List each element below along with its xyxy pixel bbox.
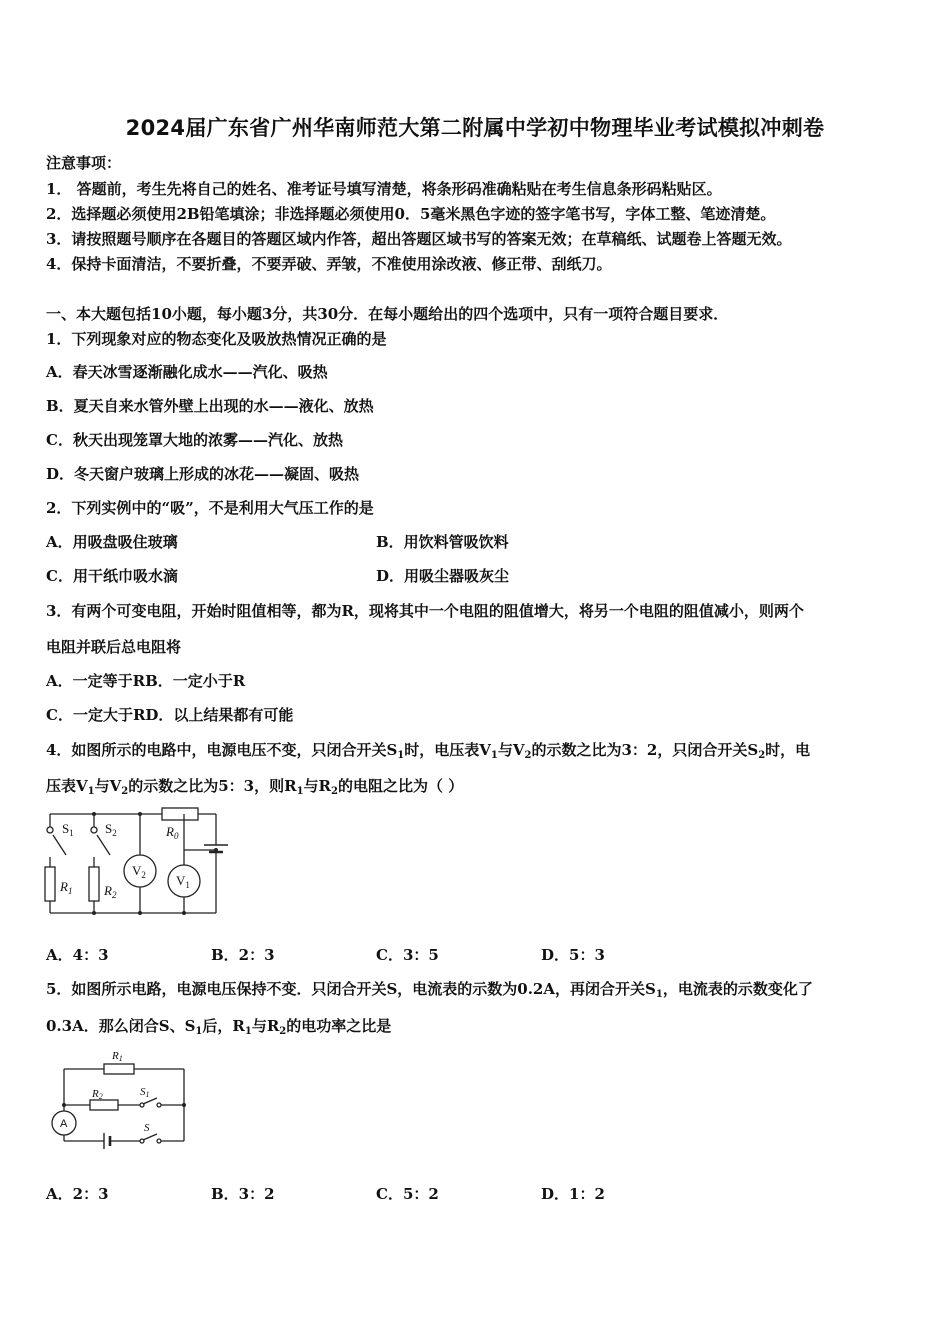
q5-r1-label: R1: [112, 1050, 123, 1063]
q2-option-c: C．用干纸巾吸水滴: [46, 567, 178, 585]
s1-label: $S_1$: [62, 821, 74, 838]
q2-option-b: B．用饮料管吸饮料: [376, 533, 509, 551]
q5-ammeter-label: A: [60, 1118, 68, 1130]
q5-s1-label: S1: [140, 1086, 150, 1099]
q5-s-label: S: [144, 1122, 150, 1134]
q1-option-b: B．夏天自来水管外壁上出现的水——液化、放热: [46, 397, 374, 415]
notice-item-2: 2．选择题必须使用2B铅笔填涂；非选择题必须使用0．5毫米黑色字迹的签字笔书写，字体工整、笔迹清楚。: [46, 205, 776, 223]
q4-option-b: B．2：3: [211, 946, 275, 964]
r0-resistor: [162, 808, 198, 820]
question-3-stem-line1: 3．有两个可变电阻，开始时阻值相等，都为R，现将其中一个电阻的阻值增大，将另一个电阻的阻值减小，则两个: [46, 602, 804, 620]
s2-label: $S_2$: [105, 821, 117, 838]
q3-option-ab: A．一定等于RB．一定小于R: [46, 672, 246, 690]
v1-label: $V_1$: [176, 873, 190, 890]
q5-r2-resistor: [90, 1100, 118, 1110]
q1-option-c: C．秋天出现笼罩大地的浓雾——汽化、放热: [46, 431, 343, 449]
section-heading: 一、本大题包括10小题，每小题3分，共30分．在每小题给出的四个选项中，只有一项符合题目要求．: [46, 305, 729, 323]
q4-option-c: C．3：5: [376, 946, 439, 964]
notice-item-1: 1． 答题前，考生先将自己的姓名、准考证号填写清楚，将条形码准确粘贴在考生信息条形码粘贴区。: [46, 180, 722, 198]
r0-label: $R_0$: [166, 824, 179, 841]
s1-switch-contact: [47, 827, 53, 833]
q5-option-d: D．1：2: [541, 1185, 605, 1203]
question-4-stem-line1: 4．如图所示的电路中，电源电压不变，只闭合开关$S_1$时，电压表$V_1$与$V_2$的示数之比为3：2，只闭合开关$S_2$时，电: [46, 741, 811, 761]
q1-option-a: A．春天冰雪逐渐融化成水——汽化、吸热: [46, 363, 328, 381]
notice-item-3: 3．请按照题号顺序在各题目的答题区域内作答，超出答题区域书写的答案无效；在草稿纸、试题卷上答题无效。: [46, 230, 792, 248]
q5-option-a: A．2：3: [46, 1185, 109, 1203]
notice-heading: 注意事项：: [46, 154, 122, 172]
s2-switch-contact: [91, 827, 97, 833]
question-5-stem-line1: 5．如图所示电路，电源电压保持不变．只闭合开关S，电流表的示数为0.2A，再闭合开关$S_1$，电流表的示数变化了: [46, 980, 813, 1000]
q2-option-a: A．用吸盘吸住玻璃: [46, 533, 178, 551]
question-3-stem-line2: 电阻并联后总电阻将: [46, 638, 182, 656]
question-5-stem-line2: 0.3A．那么闭合S、$S_1$后，$R_1$与$R_2$的电功率之比是: [46, 1017, 392, 1037]
q4-circuit-diagram: [40, 805, 230, 920]
r1-resistor: [45, 867, 55, 901]
q5-r1-resistor: [104, 1064, 134, 1074]
q3-option-cd: C．一定大于RD．以上结果都有可能: [46, 706, 294, 724]
q5-option-c: C．5：2: [376, 1185, 439, 1203]
q5-option-b: B．3：2: [211, 1185, 275, 1203]
v2-label: $V_2$: [132, 863, 146, 880]
q1-option-d: D．冬天窗户玻璃上形成的冰花——凝固、吸热: [46, 465, 360, 483]
r2-label: $R_2$: [104, 883, 117, 900]
q5-circuit-diagram: [42, 1045, 192, 1150]
question-1-stem: 1．下列现象对应的物态变化及吸放热情况正确的是: [46, 330, 387, 348]
q4-option-a: A．4：3: [46, 946, 109, 964]
question-4-stem-line2: 压表$V_1$与$V_2$的示数之比为5：3，则$R_1$与$R_2$的电阻之比为（ ）: [46, 777, 464, 797]
notice-item-4: 4．保持卡面清洁，不要折叠，不要弄破、弄皱，不准使用涂改液、修正带、刮纸刀。: [46, 255, 612, 273]
q4-option-d: D．5：3: [541, 946, 605, 964]
exam-title: 2024届广东省广州华南师范大第二附属中学初中物理毕业考试模拟冲刺卷: [125, 116, 825, 140]
r1-label: $R_1$: [60, 879, 73, 896]
q5-r2-label: R2: [92, 1088, 103, 1101]
r2-resistor: [89, 867, 99, 901]
q2-option-d: D．用吸尘器吸灰尘: [376, 567, 510, 585]
question-2-stem: 2．下列实例中的“吸”，不是利用大气压工作的是: [46, 499, 374, 517]
